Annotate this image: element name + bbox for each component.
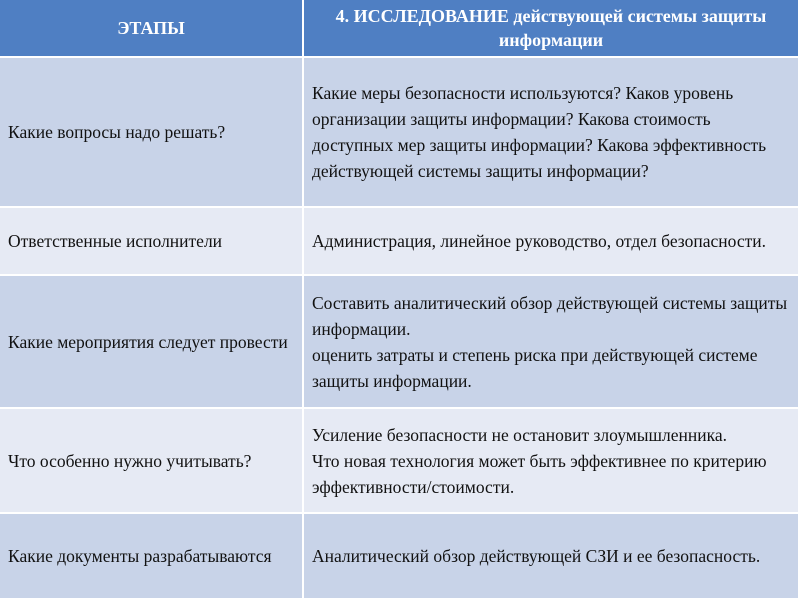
row-consider-label-cell [0, 409, 304, 514]
row-documents-value: Аналитический обзор действующей СЗИ и ее безопасность. [312, 546, 761, 566]
row-consider-value-cell [304, 409, 800, 514]
row-responsible-value-cell [304, 208, 800, 276]
row-questions-label: Какие вопросы надо решать? [8, 122, 226, 142]
row-questions-label-cell [0, 58, 304, 208]
row-documents-label: Какие документы разрабатываются [8, 546, 272, 566]
row-consider-value: Усиление безопасности не остановит злоумышленника. Что новая технология может быть эффективнее по критерию эффективности/стоимости. [312, 424, 767, 497]
row-questions-value-cell [304, 58, 800, 208]
row-consider-label: Что особенно нужно учитывать? [8, 450, 252, 471]
header-research-title [304, 4, 798, 52]
row-responsible-label: Ответственные исполнители [8, 231, 223, 251]
header-research-cell [304, 0, 800, 58]
row-actions-value-cell [304, 276, 800, 409]
row-actions-value: Составить аналитический обзор действующей системы защиты информации. оценить затраты и степень риска при действующей системе защиты информации. [312, 292, 788, 391]
header-research-rest: действующей системы защиты информации [498, 6, 767, 50]
row-responsible-value: Администрация, линейное руководство, отдел безопасности. [312, 231, 766, 251]
row-responsible-label-cell [0, 208, 304, 276]
row-actions-label: Какие мероприятия следует провести [8, 331, 288, 352]
row-questions-value: Какие меры безопасности используются? Каков уровень организации защиты информации? Какова стоимость доступных мер защиты информации? Какова эффективность действующей системы защиты информации? [312, 83, 767, 181]
row-actions-label-cell [0, 276, 304, 409]
header-stages-cell [0, 0, 304, 58]
row-documents-label-cell [0, 514, 304, 600]
row-documents-value-cell [304, 514, 800, 600]
header-research-bold: 4. ИССЛЕДОВАНИЕ [335, 6, 509, 26]
header-stages-label: ЭТАПЫ [117, 18, 185, 38]
